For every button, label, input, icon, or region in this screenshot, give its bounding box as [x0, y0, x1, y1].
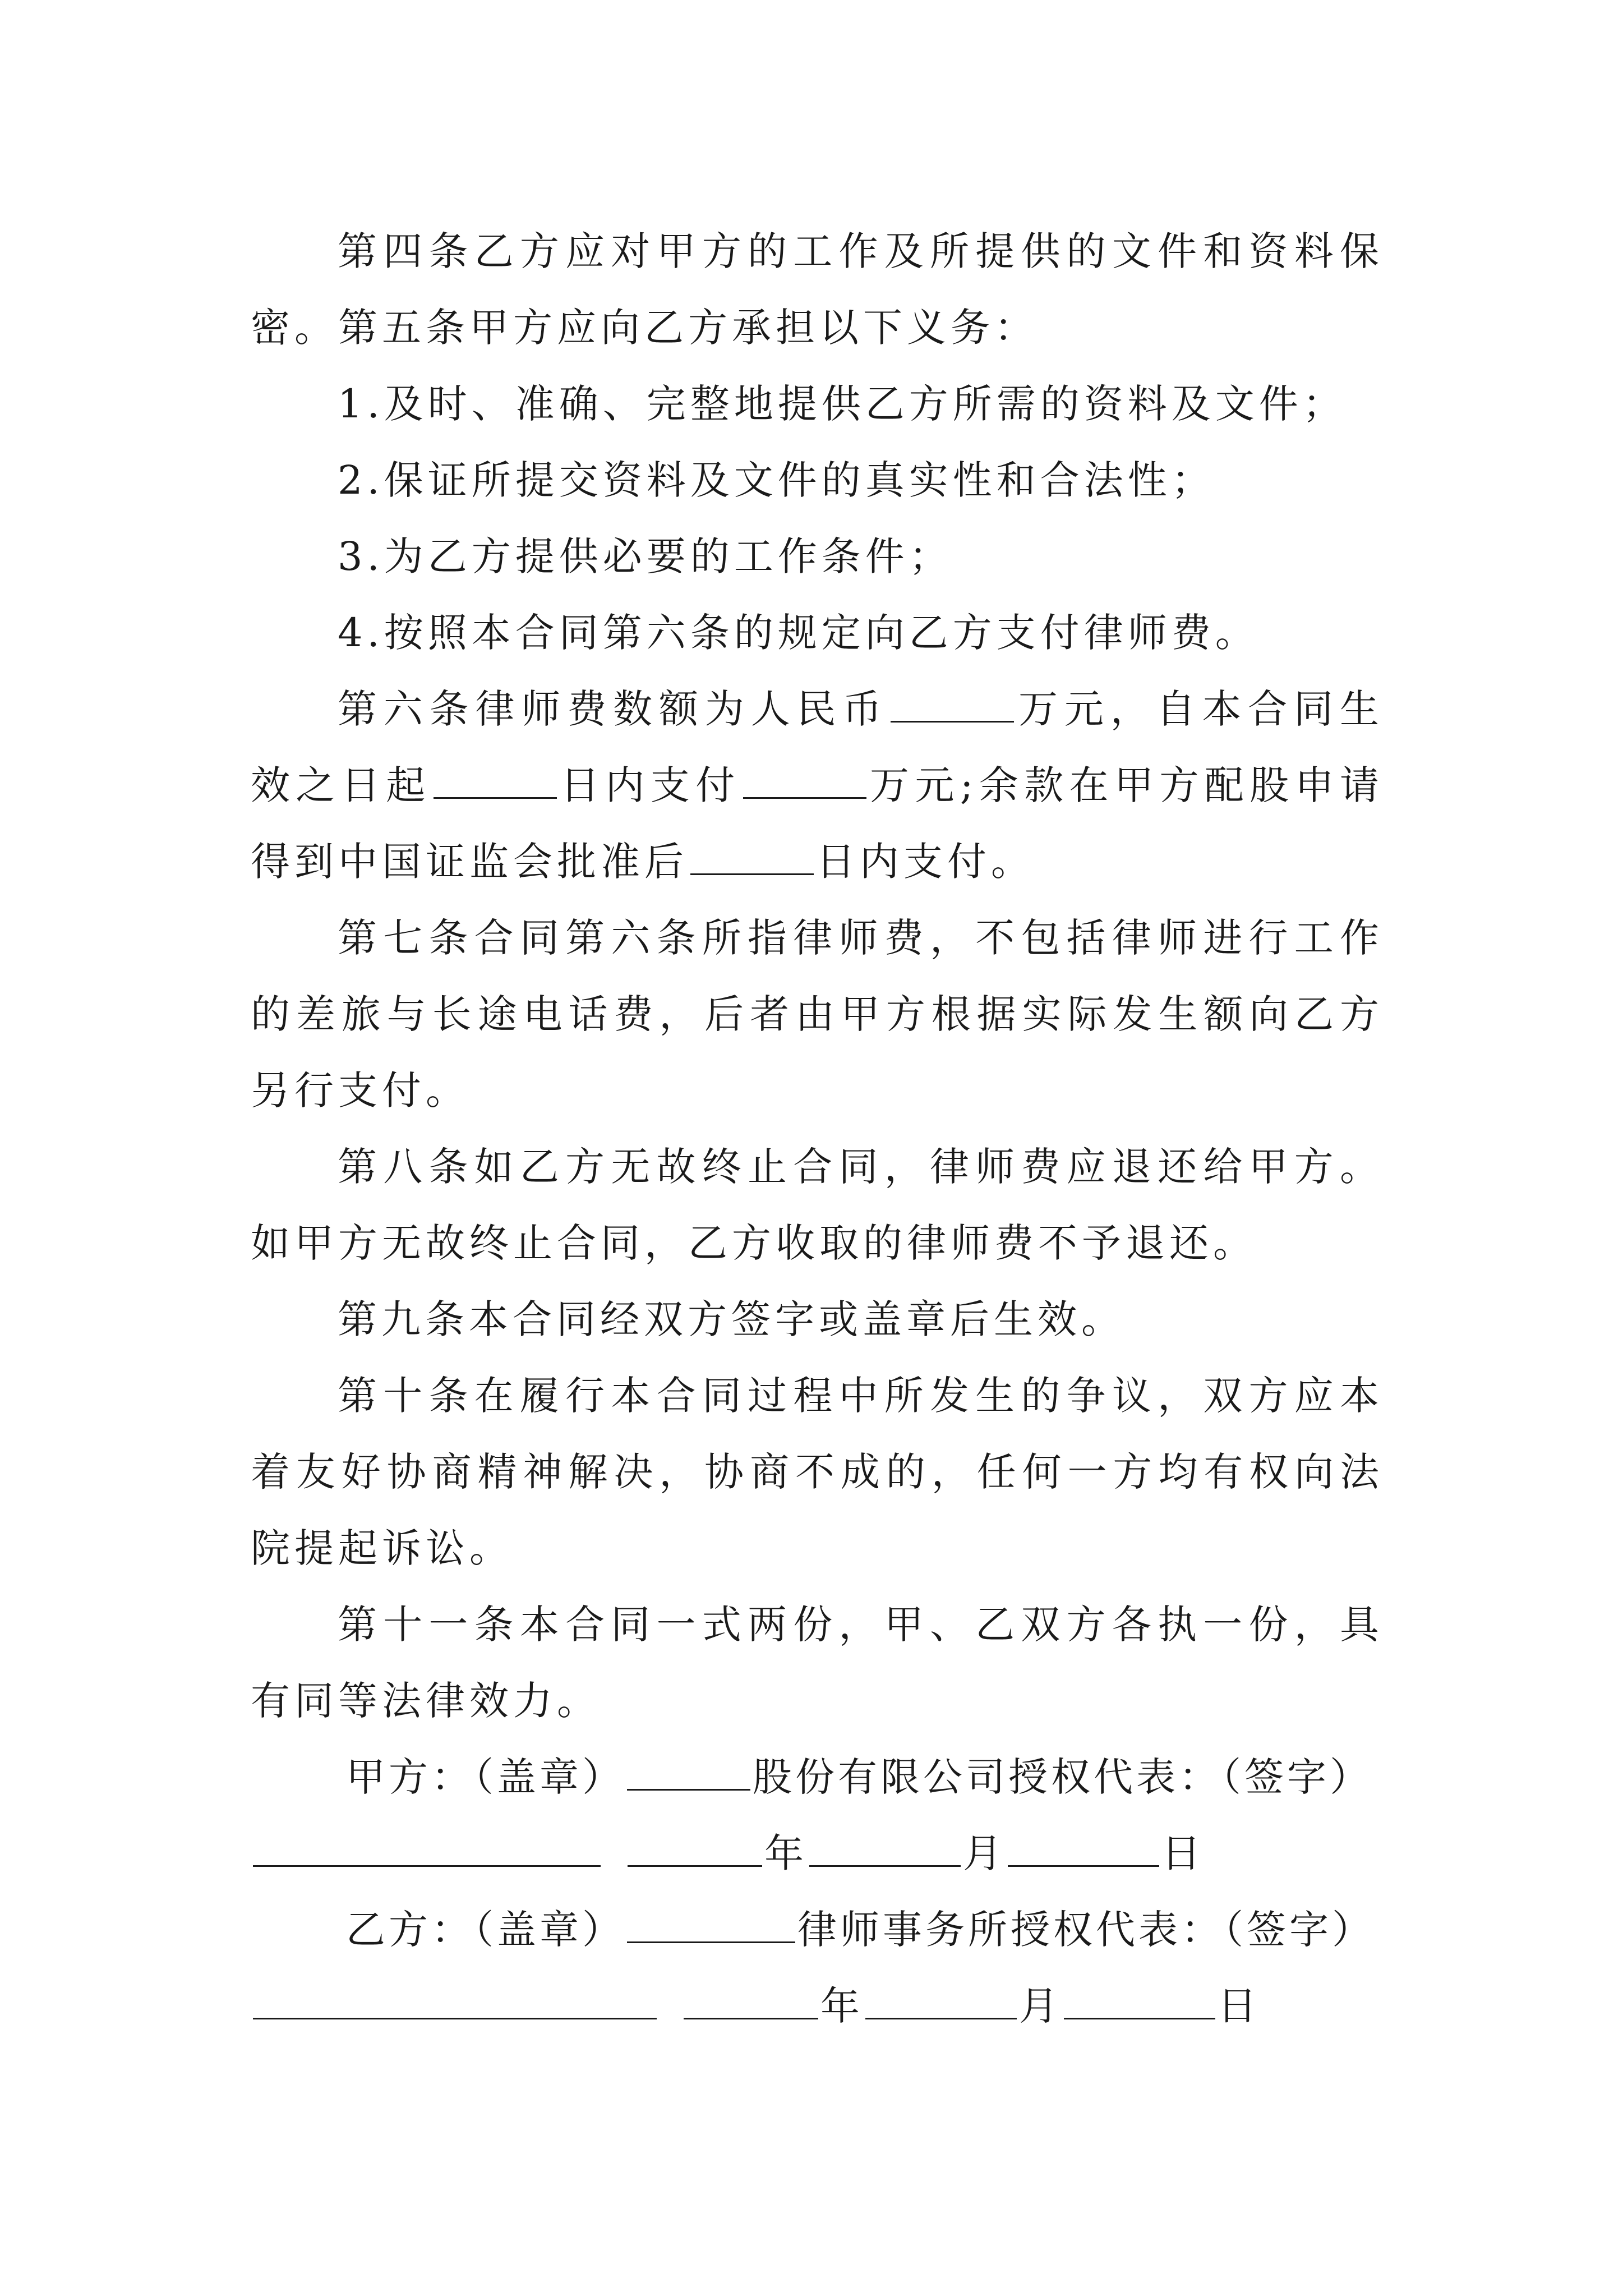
contract-page — [251, 213, 1384, 2044]
article-7: 第七条合同第六条所指律师费，不包括律师进行工作的差旅与长途电话费，后者由甲方根据实际发生额向乙方另行支付。 — [251, 915, 1384, 1114]
party-a-day-blank — [1008, 1830, 1159, 1867]
article-10: 第十条在履行本合同过程中所发生的争议，双方应本着友好协商精神解决，协商不成的，任何一方均有权向法院提起诉讼。 — [251, 1373, 1384, 1571]
article-11: 第十一条本合同一式两份，甲、乙双方各执一份，具有同等法律效力。 — [251, 1602, 1384, 1724]
party-b-month-label: 月 — [1019, 1983, 1062, 2029]
party-a-day-label: 日 — [1161, 1830, 1204, 1876]
balance-days-blank — [690, 839, 814, 875]
article-6-text-a: 第六条律师费数额为人民币 — [338, 686, 889, 732]
party-a-year-label: 年 — [764, 1830, 807, 1876]
signature-party-b — [251, 1892, 1384, 2044]
party-b-day-blank — [1064, 1983, 1215, 2019]
party-a-company-label: 股份有限公司授权代表：（签字） — [753, 1754, 1372, 1800]
article-6-text-b: 万元，自本合同生效之日起 — [251, 686, 1384, 808]
party-a-month-label: 月 — [963, 1830, 1006, 1876]
party-a-month-blank — [809, 1830, 961, 1867]
article-6-text-d: 万元;余款在甲方配股申请得到中国证监会批准后 — [251, 762, 1384, 885]
party-a-prefix: 甲方：（盖章） — [346, 1754, 625, 1800]
payment-days-blank — [434, 762, 557, 799]
article-6-text-e: 日内支付。 — [816, 839, 1035, 885]
signature-party-a — [251, 1739, 1384, 1892]
party-b-signature-blank — [253, 1983, 657, 2019]
party-b-month-blank — [865, 1983, 1017, 2019]
article-9: 第九条本合同经双方签字或盖章后生效。 — [338, 1296, 1125, 1342]
article-6-text-c: 日内支付 — [559, 762, 741, 808]
party-b-year-blank — [684, 1983, 818, 2019]
article-4-5: 第四条乙方应对甲方的工作及所提供的文件和资料保密。第五条甲方应向乙方承担以下义务： — [251, 228, 1384, 351]
party-b-firm-blank — [627, 1907, 795, 1943]
party-b-company-label: 律师事务所授权代表：（签字） — [797, 1907, 1375, 1953]
obligation-item-1: 1.及时、准确、完整地提供乙方所需的资料及文件； — [338, 381, 1347, 427]
party-a-company-blank — [627, 1754, 750, 1791]
party-a-year-blank — [628, 1830, 762, 1867]
article-6 — [251, 671, 1384, 900]
party-b-day-label: 日 — [1218, 1983, 1260, 2029]
obligation-item-3: 3.为乙方提供必要的工作条件； — [338, 533, 953, 579]
fee-amount-blank — [891, 686, 1014, 723]
party-b-year-label: 年 — [820, 1983, 863, 2029]
obligation-item-4: 4.按照本合同第六条的规定向乙方支付律师费。 — [338, 610, 1259, 656]
obligation-item-2: 2.保证所提交资料及文件的真实性和合法性； — [338, 457, 1215, 503]
party-b-prefix: 乙方：（盖章） — [346, 1907, 625, 1953]
first-payment-blank — [743, 762, 866, 799]
party-a-signature-blank — [253, 1830, 601, 1867]
article-8: 第八条如乙方无故终止合同，律师费应退还给甲方。如甲方无故终止合同，乙方收取的律师费不予退还。 — [251, 1144, 1384, 1266]
